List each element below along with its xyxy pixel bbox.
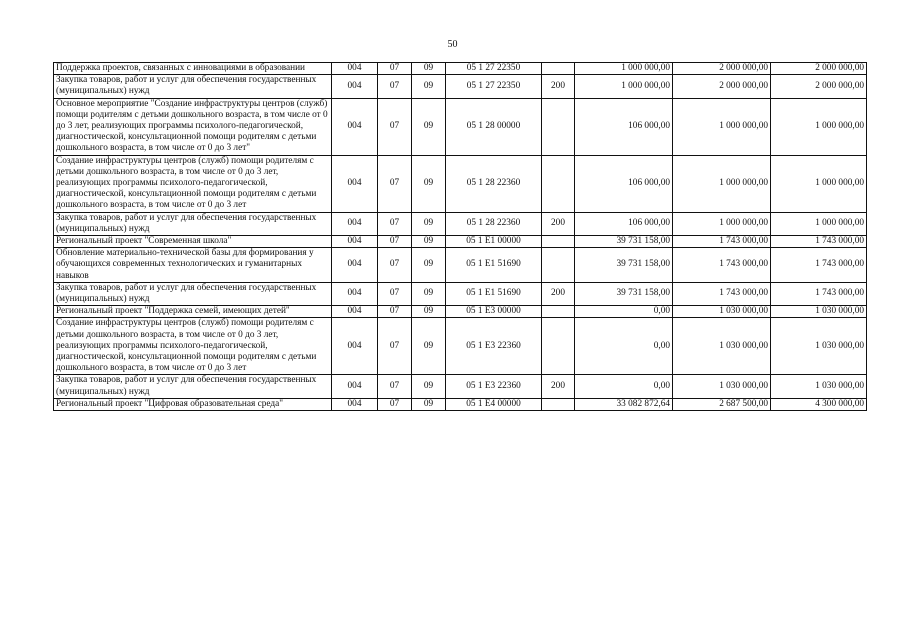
row-target-article-cell: 05 1 E1 51690: [446, 248, 542, 283]
row-expense-type-cell: [542, 155, 575, 212]
row-target-article-cell: 05 1 27 22350: [446, 63, 542, 75]
table-row: [54, 98, 867, 155]
table-row: [54, 375, 867, 398]
row-section-cell: 07: [378, 282, 412, 305]
row-amount-year2-cell: 2 000 000,00: [673, 75, 771, 98]
row-grbs-cell: 004: [332, 375, 378, 398]
row-target-article-cell: 05 1 E3 00000: [446, 306, 542, 318]
budget-table-body: [54, 63, 867, 411]
row-name-cell: Создание инфраструктуры центров (служб) помощи родителям с детьми дошкольного возраста, в том числе от 0 до 3 лет, реализующих программы психолого-педагогической, диагностической, консультационной помощи родителям с детьми дошкольного возраста, в том числе от 0 до 3 лет: [54, 318, 332, 375]
row-name-cell: Региональный проект "Поддержка семей, имеющих детей": [54, 306, 332, 318]
row-amount-year1-cell: 39 731 158,00: [575, 236, 673, 248]
row-amount-year1-cell: 33 082 872,64: [575, 398, 673, 410]
table-row: [54, 318, 867, 375]
row-name-cell: Закупка товаров, работ и услуг для обеспечения государственных (муниципальных) нужд: [54, 375, 332, 398]
row-grbs-cell: 004: [332, 236, 378, 248]
row-grbs-cell: 004: [332, 63, 378, 75]
row-name-cell: Создание инфраструктуры центров (служб) помощи родителям с детьми дошкольного возраста, в том числе от 0 до 3 лет, реализующих программы психолого-педагогической, диагностической, консультационной помощи родителям с детьми дошкольного возраста, в том числе от 0 до 3 лет: [54, 155, 332, 212]
row-subsection-cell: 09: [412, 98, 446, 155]
row-subsection-cell: 09: [412, 306, 446, 318]
row-subsection-cell: 09: [412, 398, 446, 410]
row-amount-year3-cell: 1 030 000,00: [771, 375, 867, 398]
row-target-article-cell: 05 1 28 00000: [446, 98, 542, 155]
row-grbs-cell: 004: [332, 318, 378, 375]
row-subsection-cell: 09: [412, 155, 446, 212]
row-grbs-cell: 004: [332, 248, 378, 283]
row-amount-year2-cell: 1 000 000,00: [673, 98, 771, 155]
row-section-cell: 07: [378, 236, 412, 248]
table-row: [54, 398, 867, 410]
row-target-article-cell: 05 1 28 22360: [446, 155, 542, 212]
table-row: [54, 212, 867, 235]
row-subsection-cell: 09: [412, 248, 446, 283]
table-row: [54, 306, 867, 318]
row-section-cell: 07: [378, 98, 412, 155]
row-subsection-cell: 09: [412, 375, 446, 398]
row-amount-year3-cell: 1 000 000,00: [771, 155, 867, 212]
page-number: 50: [447, 39, 458, 50]
row-grbs-cell: 004: [332, 306, 378, 318]
row-amount-year3-cell: 4 300 000,00: [771, 398, 867, 410]
row-amount-year3-cell: 1 743 000,00: [771, 248, 867, 283]
table-row: [54, 63, 867, 75]
row-expense-type-cell: 200: [542, 212, 575, 235]
row-amount-year2-cell: 2 687 500,00: [673, 398, 771, 410]
row-subsection-cell: 09: [412, 75, 446, 98]
row-name-cell: Закупка товаров, работ и услуг для обеспечения государственных (муниципальных) нужд: [54, 282, 332, 305]
row-section-cell: 07: [378, 75, 412, 98]
row-target-article-cell: 05 1 E4 00000: [446, 398, 542, 410]
row-section-cell: 07: [378, 398, 412, 410]
row-subsection-cell: 09: [412, 282, 446, 305]
row-amount-year2-cell: 1 743 000,00: [673, 236, 771, 248]
row-section-cell: 07: [378, 318, 412, 375]
row-name-cell: Закупка товаров, работ и услуг для обеспечения государственных (муниципальных) нужд: [54, 75, 332, 98]
row-amount-year2-cell: 1 030 000,00: [673, 318, 771, 375]
table-row: [54, 236, 867, 248]
table-row: [54, 248, 867, 283]
row-grbs-cell: 004: [332, 75, 378, 98]
table-row: [54, 282, 867, 305]
row-amount-year2-cell: 1 743 000,00: [673, 282, 771, 305]
row-subsection-cell: 09: [412, 318, 446, 375]
row-grbs-cell: 004: [332, 155, 378, 212]
row-amount-year1-cell: 106 000,00: [575, 98, 673, 155]
row-section-cell: 07: [378, 248, 412, 283]
row-subsection-cell: 09: [412, 63, 446, 75]
row-expense-type-cell: [542, 236, 575, 248]
table-row: [54, 75, 867, 98]
row-expense-type-cell: 200: [542, 375, 575, 398]
row-amount-year1-cell: 1 000 000,00: [575, 63, 673, 75]
row-expense-type-cell: [542, 398, 575, 410]
row-amount-year1-cell: 39 731 158,00: [575, 282, 673, 305]
row-expense-type-cell: [542, 306, 575, 318]
row-section-cell: 07: [378, 306, 412, 318]
row-section-cell: 07: [378, 63, 412, 75]
row-amount-year2-cell: 1 743 000,00: [673, 248, 771, 283]
row-name-cell: Поддержка проектов, связанных с инновациями в образовании: [54, 63, 332, 75]
row-name-cell: Основное мероприятие "Создание инфраструктуры центров (служб) помощи родителям с детьми дошкольного возраста, в том числе от 0 до 3 лет, реализующих программы психолого-педагогической, диагностической, консультационной помощи родителям с детьми дошкольного возраста, в том числе от 0 до 3 лет": [54, 98, 332, 155]
row-target-article-cell: 05 1 27 22350: [446, 75, 542, 98]
row-amount-year2-cell: 1 030 000,00: [673, 375, 771, 398]
row-amount-year3-cell: 1 743 000,00: [771, 282, 867, 305]
row-target-article-cell: 05 1 E3 22360: [446, 318, 542, 375]
row-amount-year3-cell: 1 030 000,00: [771, 306, 867, 318]
row-grbs-cell: 004: [332, 282, 378, 305]
row-amount-year3-cell: 1 000 000,00: [771, 98, 867, 155]
row-expense-type-cell: [542, 63, 575, 75]
row-amount-year1-cell: 1 000 000,00: [575, 75, 673, 98]
row-amount-year1-cell: 0,00: [575, 375, 673, 398]
row-amount-year1-cell: 106 000,00: [575, 212, 673, 235]
row-section-cell: 07: [378, 212, 412, 235]
row-grbs-cell: 004: [332, 98, 378, 155]
row-name-cell: Региональный проект "Современная школа": [54, 236, 332, 248]
row-grbs-cell: 004: [332, 212, 378, 235]
row-expense-type-cell: [542, 248, 575, 283]
row-amount-year1-cell: 0,00: [575, 318, 673, 375]
row-grbs-cell: 004: [332, 398, 378, 410]
row-amount-year3-cell: 2 000 000,00: [771, 63, 867, 75]
row-name-cell: Закупка товаров, работ и услуг для обеспечения государственных (муниципальных) нужд: [54, 212, 332, 235]
row-section-cell: 07: [378, 375, 412, 398]
row-amount-year1-cell: 39 731 158,00: [575, 248, 673, 283]
row-expense-type-cell: [542, 318, 575, 375]
row-target-article-cell: 05 1 E1 00000: [446, 236, 542, 248]
row-amount-year3-cell: 2 000 000,00: [771, 75, 867, 98]
row-section-cell: 07: [378, 155, 412, 212]
row-amount-year1-cell: 0,00: [575, 306, 673, 318]
row-target-article-cell: 05 1 E1 51690: [446, 282, 542, 305]
row-amount-year2-cell: 1 000 000,00: [673, 212, 771, 235]
row-amount-year1-cell: 106 000,00: [575, 155, 673, 212]
row-target-article-cell: 05 1 28 22360: [446, 212, 542, 235]
row-subsection-cell: 09: [412, 236, 446, 248]
row-subsection-cell: 09: [412, 212, 446, 235]
row-name-cell: Региональный проект "Цифровая образовательная среда": [54, 398, 332, 410]
row-name-cell: Обновление материально-технической базы для формирования у обучающихся современных технологических и гуманитарных навыков: [54, 248, 332, 283]
row-amount-year2-cell: 1 030 000,00: [673, 306, 771, 318]
row-amount-year3-cell: 1 000 000,00: [771, 212, 867, 235]
row-amount-year2-cell: 2 000 000,00: [673, 63, 771, 75]
row-amount-year3-cell: 1 743 000,00: [771, 236, 867, 248]
row-amount-year2-cell: 1 000 000,00: [673, 155, 771, 212]
row-target-article-cell: 05 1 E3 22360: [446, 375, 542, 398]
row-amount-year3-cell: 1 030 000,00: [771, 318, 867, 375]
table-row: [54, 155, 867, 212]
row-expense-type-cell: [542, 98, 575, 155]
row-expense-type-cell: 200: [542, 75, 575, 98]
row-expense-type-cell: 200: [542, 282, 575, 305]
budget-table: [53, 62, 867, 411]
